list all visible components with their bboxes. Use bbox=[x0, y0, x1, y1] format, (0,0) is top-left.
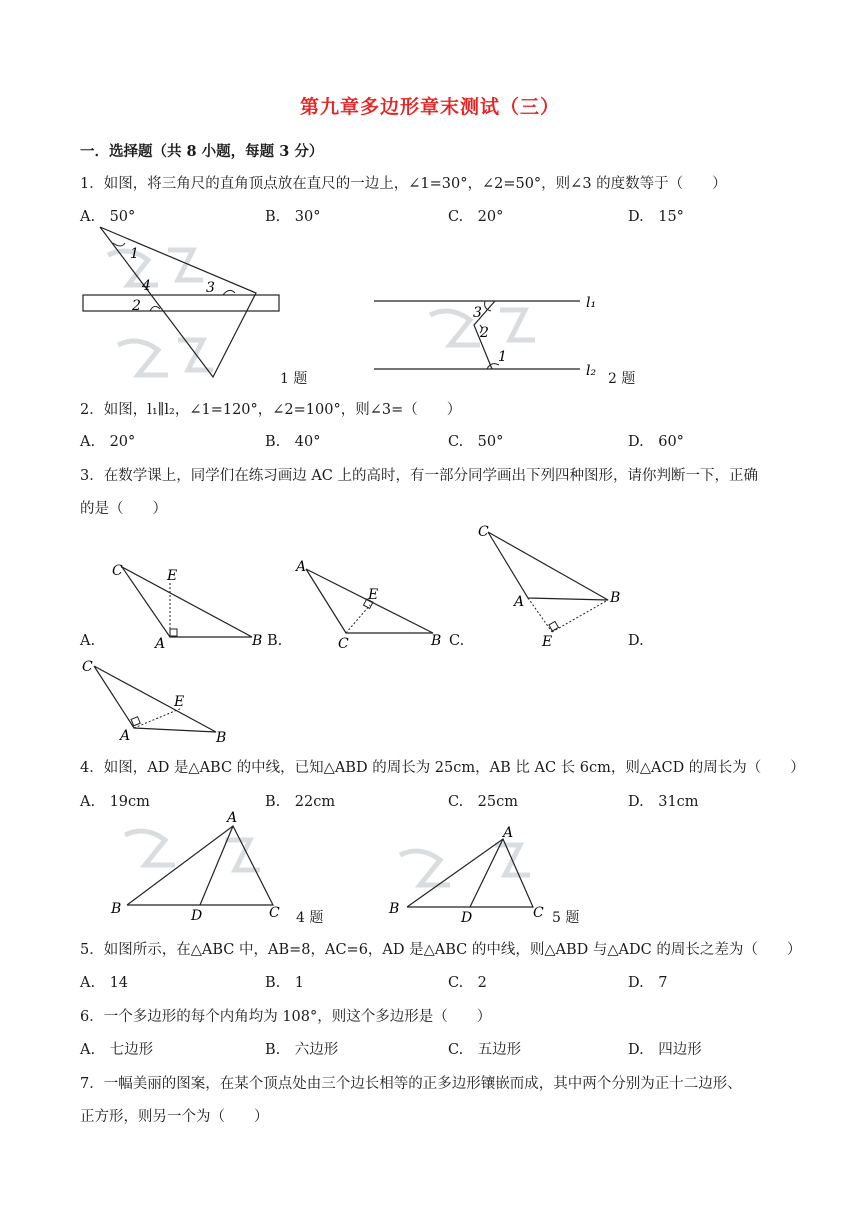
altitude-dotted bbox=[134, 708, 182, 728]
q4-option-a: A. 19cm bbox=[80, 794, 150, 810]
q1-figure bbox=[78, 225, 288, 385]
svg-text:B: B bbox=[252, 633, 263, 649]
q5-figure bbox=[385, 825, 555, 925]
label-angle-3: 3 bbox=[206, 280, 215, 296]
q5-option-d: D. 7 bbox=[628, 975, 668, 991]
q3-option-d: D. bbox=[628, 633, 644, 649]
label-angle-3: 3 bbox=[473, 305, 482, 321]
q4-figure-caption: 4 题 bbox=[296, 910, 324, 926]
svg-text:A: A bbox=[155, 636, 166, 650]
svg-text:D: D bbox=[461, 910, 473, 925]
q6-option-a: A. 七边形 bbox=[80, 1042, 154, 1058]
question-7-stem-line1: 7．一幅美丽的图案，在某个顶点处由三个边长相等的正多边形镶嵌而成，其中两个分别为正十二边形、 bbox=[80, 1076, 742, 1092]
q1-option-d: D. 15° bbox=[628, 209, 684, 225]
q3-figure-d bbox=[78, 656, 248, 746]
question-2-stem: 2．如图，l₁∥l₂，∠1=120°，∠2=100°，则∠3=（ ） bbox=[80, 402, 462, 418]
q5-option-c: C. 2 bbox=[448, 975, 487, 991]
svg-text:E: E bbox=[167, 568, 178, 584]
q1-figure-caption: 1 题 bbox=[280, 371, 308, 387]
q6-option-d: D. 四边形 bbox=[628, 1042, 702, 1058]
svg-text:E: E bbox=[174, 694, 185, 710]
q3-option-a: A. bbox=[80, 633, 96, 649]
svg-text:B: B bbox=[216, 730, 227, 746]
svg-text:B: B bbox=[610, 590, 621, 606]
question-3-stem-line2: 的是（ ） bbox=[80, 501, 167, 517]
svg-text:A: A bbox=[296, 559, 307, 575]
q3-option-c: C. bbox=[449, 633, 465, 649]
extension-dotted bbox=[528, 598, 552, 632]
angle-1-arc bbox=[113, 243, 125, 246]
ruler bbox=[83, 295, 279, 311]
right-angle-mark bbox=[170, 629, 177, 636]
q4-option-b: B. 22cm bbox=[265, 794, 336, 810]
label-angle-2: 2 bbox=[132, 298, 141, 314]
q1-option-a: A. 50° bbox=[80, 209, 136, 225]
question-1-stem: 1．如图，将三角尺的直角顶点放在直尺的一边上，∠1=30°，∠2=50°，则∠3 的度数等于（ ） bbox=[80, 176, 727, 192]
watermark-logo bbox=[125, 831, 260, 870]
median-ad bbox=[470, 839, 503, 907]
q5-option-b: B. 1 bbox=[265, 975, 304, 991]
label-l2: l₂ bbox=[586, 363, 597, 379]
q2-option-a: A. 20° bbox=[80, 434, 136, 450]
q6-option-b: B. 六边形 bbox=[265, 1042, 339, 1058]
q2-option-d: D. 60° bbox=[628, 434, 684, 450]
svg-text:A: A bbox=[120, 728, 131, 744]
altitude-dotted bbox=[552, 600, 608, 632]
svg-text:A: A bbox=[514, 594, 525, 610]
svg-text:C: C bbox=[478, 524, 489, 540]
question-5-stem: 5．如图所示，在△ABC 中，AB=8，AC=6，AD 是△ABC 的中线，则△ABD 与△ADC 的周长之差为（ ） bbox=[80, 942, 802, 958]
label-l1: l₁ bbox=[586, 295, 597, 311]
q2-figure-caption: 2 题 bbox=[608, 371, 636, 387]
question-3-stem-line1: 3．在数学课上，同学们在练习画边 AC 上的高时，有一部分同学画出下列四种图形，请你判断一下，正确 bbox=[80, 468, 759, 484]
right-angle-mark bbox=[131, 717, 140, 726]
label-angle-2: 2 bbox=[480, 325, 489, 341]
q3-option-b: B. bbox=[267, 633, 283, 649]
svg-text:C: C bbox=[533, 905, 544, 921]
question-4-stem: 4．如图，AD 是△ABC 的中线，已知△ABD 的周长为 25cm，AB 比 AC 长 6cm，则△ACD 的周长为（ ） bbox=[80, 760, 805, 776]
angle-3-arc bbox=[223, 290, 235, 295]
svg-text:C: C bbox=[269, 905, 280, 921]
q1-option-b: B. 30° bbox=[265, 209, 321, 225]
svg-text:A: A bbox=[503, 825, 514, 841]
label-angle-1: 1 bbox=[498, 349, 507, 365]
q3-figure-c bbox=[470, 520, 640, 650]
q4-option-d: D. 31cm bbox=[628, 794, 699, 810]
label-angle-4: 4 bbox=[142, 278, 151, 294]
angle-2-arc bbox=[150, 306, 160, 311]
q5-figure-caption: 5 题 bbox=[552, 910, 580, 926]
svg-text:A: A bbox=[227, 810, 238, 826]
svg-text:B: B bbox=[389, 901, 400, 917]
q2-option-c: C. 50° bbox=[448, 434, 504, 450]
q4-option-c: C. 25cm bbox=[448, 794, 519, 810]
altitude-dotted bbox=[346, 605, 370, 633]
q6-option-c: C. 五边形 bbox=[448, 1042, 522, 1058]
svg-text:C: C bbox=[82, 659, 93, 675]
svg-text:E: E bbox=[542, 634, 553, 650]
svg-text:B: B bbox=[431, 633, 442, 649]
q2-figure bbox=[370, 285, 610, 385]
q1-option-c: C. 20° bbox=[448, 209, 504, 225]
q2-option-b: B. 40° bbox=[265, 434, 321, 450]
question-7-stem-line2: 正方形，则另一个为（ ） bbox=[80, 1109, 269, 1125]
q5-option-a: A. 14 bbox=[80, 975, 129, 991]
label-angle-1: 1 bbox=[130, 246, 139, 262]
page-title: 第九章多边形章末测试（三） bbox=[299, 96, 560, 118]
svg-text:C: C bbox=[112, 563, 123, 579]
watermark-logo bbox=[400, 845, 530, 885]
q3-figure-b bbox=[288, 555, 458, 650]
svg-text:C: C bbox=[338, 636, 349, 650]
q3-figure-a bbox=[100, 555, 270, 650]
svg-text:B: B bbox=[111, 901, 122, 917]
q4-figure bbox=[105, 810, 295, 925]
svg-text:E: E bbox=[368, 587, 379, 603]
question-6-stem: 6．一个多边形的每个内角均为 108°，则这个多边形是（ ） bbox=[80, 1009, 492, 1025]
svg-text:D: D bbox=[191, 908, 203, 924]
section-heading: 一．选择题（共 8 小题，每题 3 分） bbox=[80, 143, 324, 160]
